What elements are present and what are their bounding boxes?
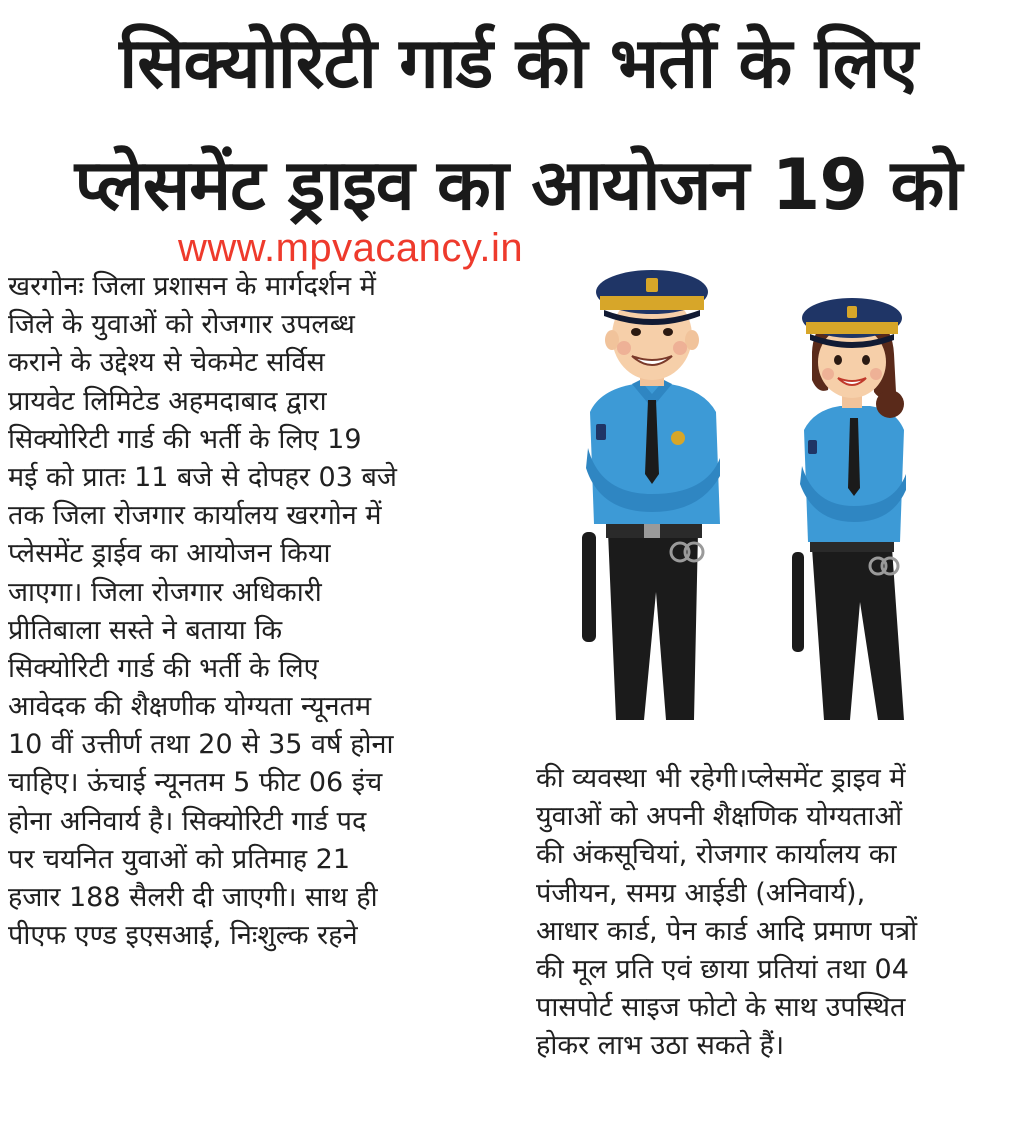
article-line: होकर लाभ उठा सकते हैं। (536, 1030, 785, 1062)
article-body-right-column (536, 760, 1022, 1066)
article-line: खरगोनः जिला प्रशासन के मार्गदर्शन में (8, 271, 376, 302)
article-line: तक जिला रोजगार कार्यालय खरगोन में (8, 500, 382, 532)
watermark-url: www.mpvacancy.in (178, 226, 524, 270)
article-line: जाएगा। जिला रोजगार अधिकारी (8, 576, 322, 608)
article-line: प्रायवेट लिमिटेड अहमदाबाद द्वारा (8, 385, 327, 417)
article-line: चाहिए। ऊंचाई न्यूनतम 5 फीट 06 इंच (8, 767, 383, 799)
article-line: की व्यवस्था भी रहेगी।प्लेसमेंट ड्राइव में (536, 763, 906, 794)
article-line: मई को प्रातः 11 बजे से दोपहर 03 बजे (8, 461, 397, 493)
female-guard-figure (792, 298, 906, 720)
article-line: पंजीयन, समग्र आईडी (अनिवार्य), (536, 877, 866, 909)
article-line: जिले के युवाओं को रोजगार उपलब्ध (8, 309, 355, 341)
article-line: सिक्योरिटी गार्ड की भर्ती के लिए (8, 652, 319, 684)
article-line: आधार कार्ड, पेन कार्ड आदि प्रमाण पत्रों (536, 915, 918, 947)
article-line: होना अनिवार्य है। सिक्योरिटी गार्ड पद (8, 805, 367, 837)
article-line: युवाओं को अपनी शैक्षणिक योग्यताओं (536, 801, 903, 833)
article-line: हजार 188 सैलरी दी जाएगी। साथ ही (8, 882, 378, 913)
article-body-left-column (8, 268, 494, 955)
article-line: प्लेसमेंट ड्राईव का आयोजन किया (8, 538, 331, 570)
article-line: पीएफ एण्ड इएसआई, निःशुल्क रहने (8, 920, 358, 952)
security-guards-illustration (560, 262, 926, 724)
article-line: सिक्योरिटी गार्ड की भर्ती के लिए 19 (8, 423, 362, 455)
article-line: की अंकसूचियां, रोजगार कार्यालय का (536, 839, 897, 871)
article-line: की मूल प्रति एवं छाया प्रतियां तथा 04 (536, 953, 909, 985)
article-line: 10 वीं उत्तीर्ण तथा 20 से 35 वर्ष होना (8, 729, 394, 761)
article-line: पासपोर्ट साइज फोटो के साथ उपस्थित (536, 992, 906, 1024)
article-line: कराने के उद्देश्य से चेकमेट सर्विस (8, 347, 325, 379)
article-line: आवेदक की शैक्षणीक योग्यता न्यूनतम (8, 691, 372, 723)
article-line: पर चयनित युवाओं को प्रतिमाह 21 (8, 843, 351, 875)
headline-line-1: सिक्योरिटी गार्ड की भर्ती के लिए (119, 22, 917, 104)
headline-line-2: प्लेसमेंट ड्राइव का आयोजन 19 को (74, 144, 962, 226)
article-line: प्रीतिबाला सस्ते ने बताया कि (8, 614, 283, 646)
male-guard-figure (582, 270, 720, 720)
